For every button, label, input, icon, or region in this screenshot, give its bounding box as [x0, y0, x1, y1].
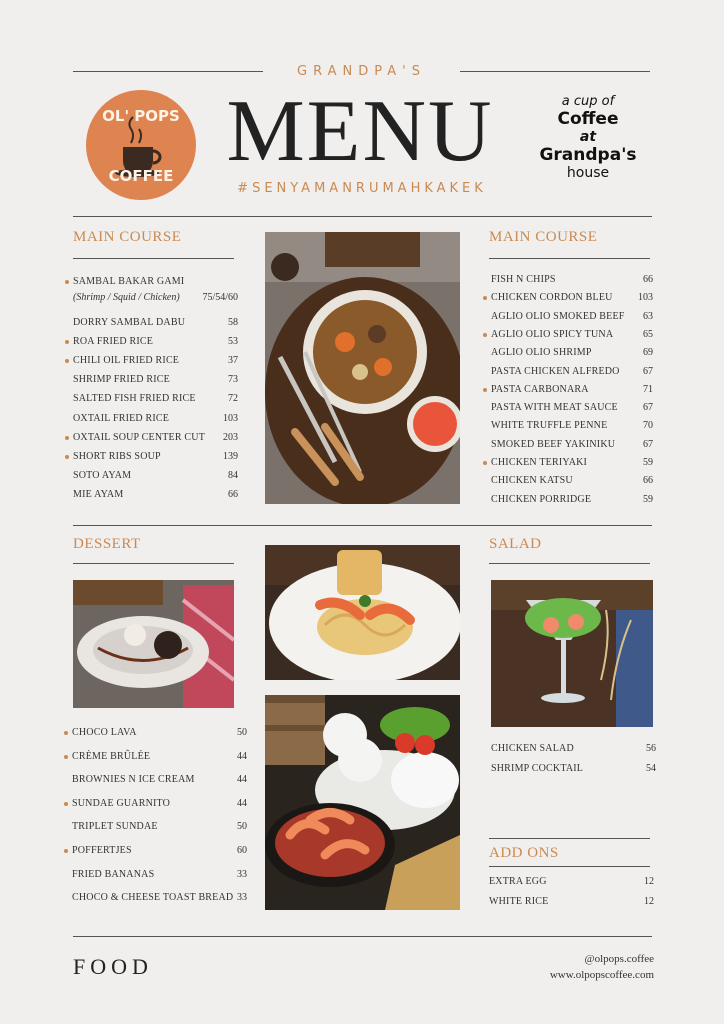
menu-item-name: CHICKEN TERIYAKI [491, 457, 588, 468]
menu-item-name: POFFERTJES [72, 845, 132, 856]
bullet [64, 731, 68, 735]
menu-item-price: 70 [643, 420, 653, 432]
tagline-line-1: a cup of [561, 94, 615, 109]
menu-item-price: 73 [228, 374, 238, 386]
footer-contact [480, 951, 654, 983]
bullet [483, 333, 487, 337]
menu-item-name: TRIPLET SUNDAE [72, 821, 158, 833]
menu-item-name: AGLIO OLIO SHRIMP [491, 347, 592, 359]
menu-item-name: SHORT RIBS SOUP [73, 450, 161, 462]
menu-item-name: SUNDAE GUARNITO [72, 797, 171, 809]
addons-title: ADD ONS [489, 845, 559, 861]
bullet [483, 388, 487, 392]
menu-item-price: 71 [643, 383, 653, 395]
menu-item-price: 66 [643, 475, 653, 487]
menu-item-name: FISH N CHIPS [491, 274, 556, 285]
footer-label: FOOD [73, 954, 153, 979]
menu-item-price: 56 [646, 743, 656, 754]
menu-item-price: 75/54/60 [202, 292, 238, 303]
menu-item-name: CHICKEN PORRIDGE [491, 493, 592, 505]
menu-item-name: WHITE RICE [489, 896, 549, 907]
menu-item-name: PASTA WITH MEAT SAUCE [491, 402, 618, 414]
menu-item-price: 50 [237, 821, 247, 833]
menu-item-price: 103 [638, 292, 653, 304]
menu-item-price: 44 [237, 774, 247, 786]
menu-item-price: 44 [237, 750, 247, 762]
mid-divider [73, 525, 652, 526]
dessert-rule [73, 563, 234, 564]
tagline-line-5: house [566, 165, 610, 181]
menu-item-name: CHOCO & CHEESE TOAST BREAD [72, 892, 234, 904]
menu-item-price: 60 [237, 845, 247, 856]
bullet [64, 849, 68, 853]
header-rule-right [460, 71, 650, 72]
menu-item-name: CHICKEN CORDON BLEU [491, 292, 613, 304]
menu-item-name: WHITE TRUFFLE PENNE [491, 420, 608, 432]
brand-name: GRANDPA'S [297, 64, 426, 79]
menu-item-price: 203 [223, 431, 238, 443]
menu-item-name: CHILI OIL FRIED RICE [73, 355, 180, 367]
menu-item-price: 59 [643, 493, 653, 505]
menu-item-name: SAMBAL BAKAR GAMI [73, 276, 185, 287]
menu-item-name: OXTAIL FRIED RICE [73, 412, 170, 424]
menu-item-name: AGLIO OLIO SMOKED BEEF [491, 310, 625, 322]
menu-item-price: 37 [228, 355, 238, 367]
bullet [65, 359, 69, 363]
tagline [528, 94, 648, 181]
menu-item-price: 72 [228, 393, 238, 405]
menu-item-name: PASTA CHICKEN ALFREDO [491, 365, 620, 377]
main-left-rule [73, 258, 234, 259]
bullet [65, 280, 69, 284]
logo [85, 89, 197, 201]
menu-item-name: CRÈME BRÛLÉE [72, 750, 151, 762]
photo-shrimp-rice [265, 695, 460, 910]
addons-rule-bottom [489, 866, 650, 867]
main-course-right-title: MAIN COURSE [489, 229, 598, 245]
menu-item-name: CHICKEN KATSU [491, 475, 573, 487]
salad-rule [489, 563, 650, 564]
menu-item-name: FRIED BANANAS [72, 868, 155, 880]
dessert-title: DESSERT [73, 536, 141, 552]
menu-item-price: 67 [643, 365, 653, 377]
menu-item-price: 50 [237, 727, 247, 738]
menu-item-price: 33 [237, 868, 247, 880]
main-right-rule [489, 258, 650, 259]
menu-item-name: BROWNIES N ICE CREAM [72, 774, 195, 786]
menu-item-price: 67 [643, 402, 653, 414]
menu-item-price: 69 [643, 347, 653, 359]
website: www.olpopscoffee.com [549, 969, 654, 981]
menu-item-name: SALTED FISH FRIED RICE [73, 393, 196, 405]
menu-item-name: OXTAIL SOUP CENTER CUT [73, 431, 206, 443]
menu-item-name: MIE AYAM [73, 488, 124, 500]
tagline-line-4: Grandpa's [539, 145, 637, 165]
bullet [65, 436, 69, 440]
menu-item-price: 54 [646, 763, 656, 774]
menu-item-price: 63 [643, 310, 653, 322]
menu-item-name: SHRIMP FRIED RICE [73, 374, 170, 386]
bullet [483, 296, 487, 300]
photo-aglio-olio-shrimp [265, 545, 460, 680]
menu-title: MENU [226, 83, 494, 180]
menu-item-name: EXTRA EGG [489, 876, 547, 887]
bullet [64, 802, 68, 806]
menu-item-name: DORRY SAMBAL DABU [73, 317, 186, 328]
instagram-handle: @olpops.coffee [584, 953, 654, 965]
bullet [65, 340, 69, 344]
menu-item-name: SMOKED BEEF YAKINIKU [491, 438, 616, 450]
menu-item-price: 139 [223, 450, 238, 462]
menu-item-price: 58 [228, 317, 238, 328]
menu-item-price: 67 [643, 438, 653, 450]
menu-item-price: 84 [228, 469, 238, 481]
menu-item-price: 103 [223, 412, 238, 424]
menu-item-price: 33 [237, 892, 247, 904]
logo-bottom-text: COFFEE [108, 167, 174, 185]
menu-item-name: CHOCO LAVA [72, 727, 137, 738]
menu-item-price: 12 [644, 876, 654, 887]
menu-item-price: 53 [228, 336, 238, 348]
menu-item-price: 66 [643, 274, 653, 285]
menu-item-name: AGLIO OLIO SPICY TUNA [491, 328, 614, 340]
menu-item-price: 44 [237, 797, 247, 809]
menu-item-price: 12 [644, 896, 654, 907]
tagline-line-2: Coffee [557, 109, 619, 129]
photo-oxtail-soup [265, 232, 460, 504]
menu-item-name: SOTO AYAM [73, 469, 132, 481]
menu-item-name: ROA FRIED RICE [73, 336, 154, 348]
menu-item-name: SHRIMP COCKTAIL [491, 763, 584, 774]
footer-divider [73, 936, 652, 937]
logo-top-text: OL' POPS [102, 107, 180, 125]
bullet [64, 755, 68, 759]
header-rule-left [73, 71, 263, 72]
header-divider [73, 216, 652, 217]
addons-rule-top [489, 838, 650, 839]
menu-item-name: CHICKEN SALAD [491, 743, 574, 754]
menu-item-price: 59 [643, 457, 653, 468]
menu-item-price: 65 [643, 328, 653, 340]
hashtag: #SENYAMANRUMAHKAKEK [237, 181, 487, 196]
tagline-line-3: at [579, 129, 597, 145]
salad-title: SALAD [489, 536, 542, 552]
menu-item-options: (Shrimp / Squid / Chicken) [73, 292, 180, 303]
bullet [65, 455, 69, 459]
main-course-left-title: MAIN COURSE [73, 229, 182, 245]
bullet [483, 461, 487, 465]
menu-item-name: PASTA CARBONARA [491, 383, 589, 395]
photo-choco-lava [73, 580, 234, 708]
photo-shrimp-cocktail [491, 580, 653, 727]
menu-item-price: 66 [228, 488, 238, 500]
